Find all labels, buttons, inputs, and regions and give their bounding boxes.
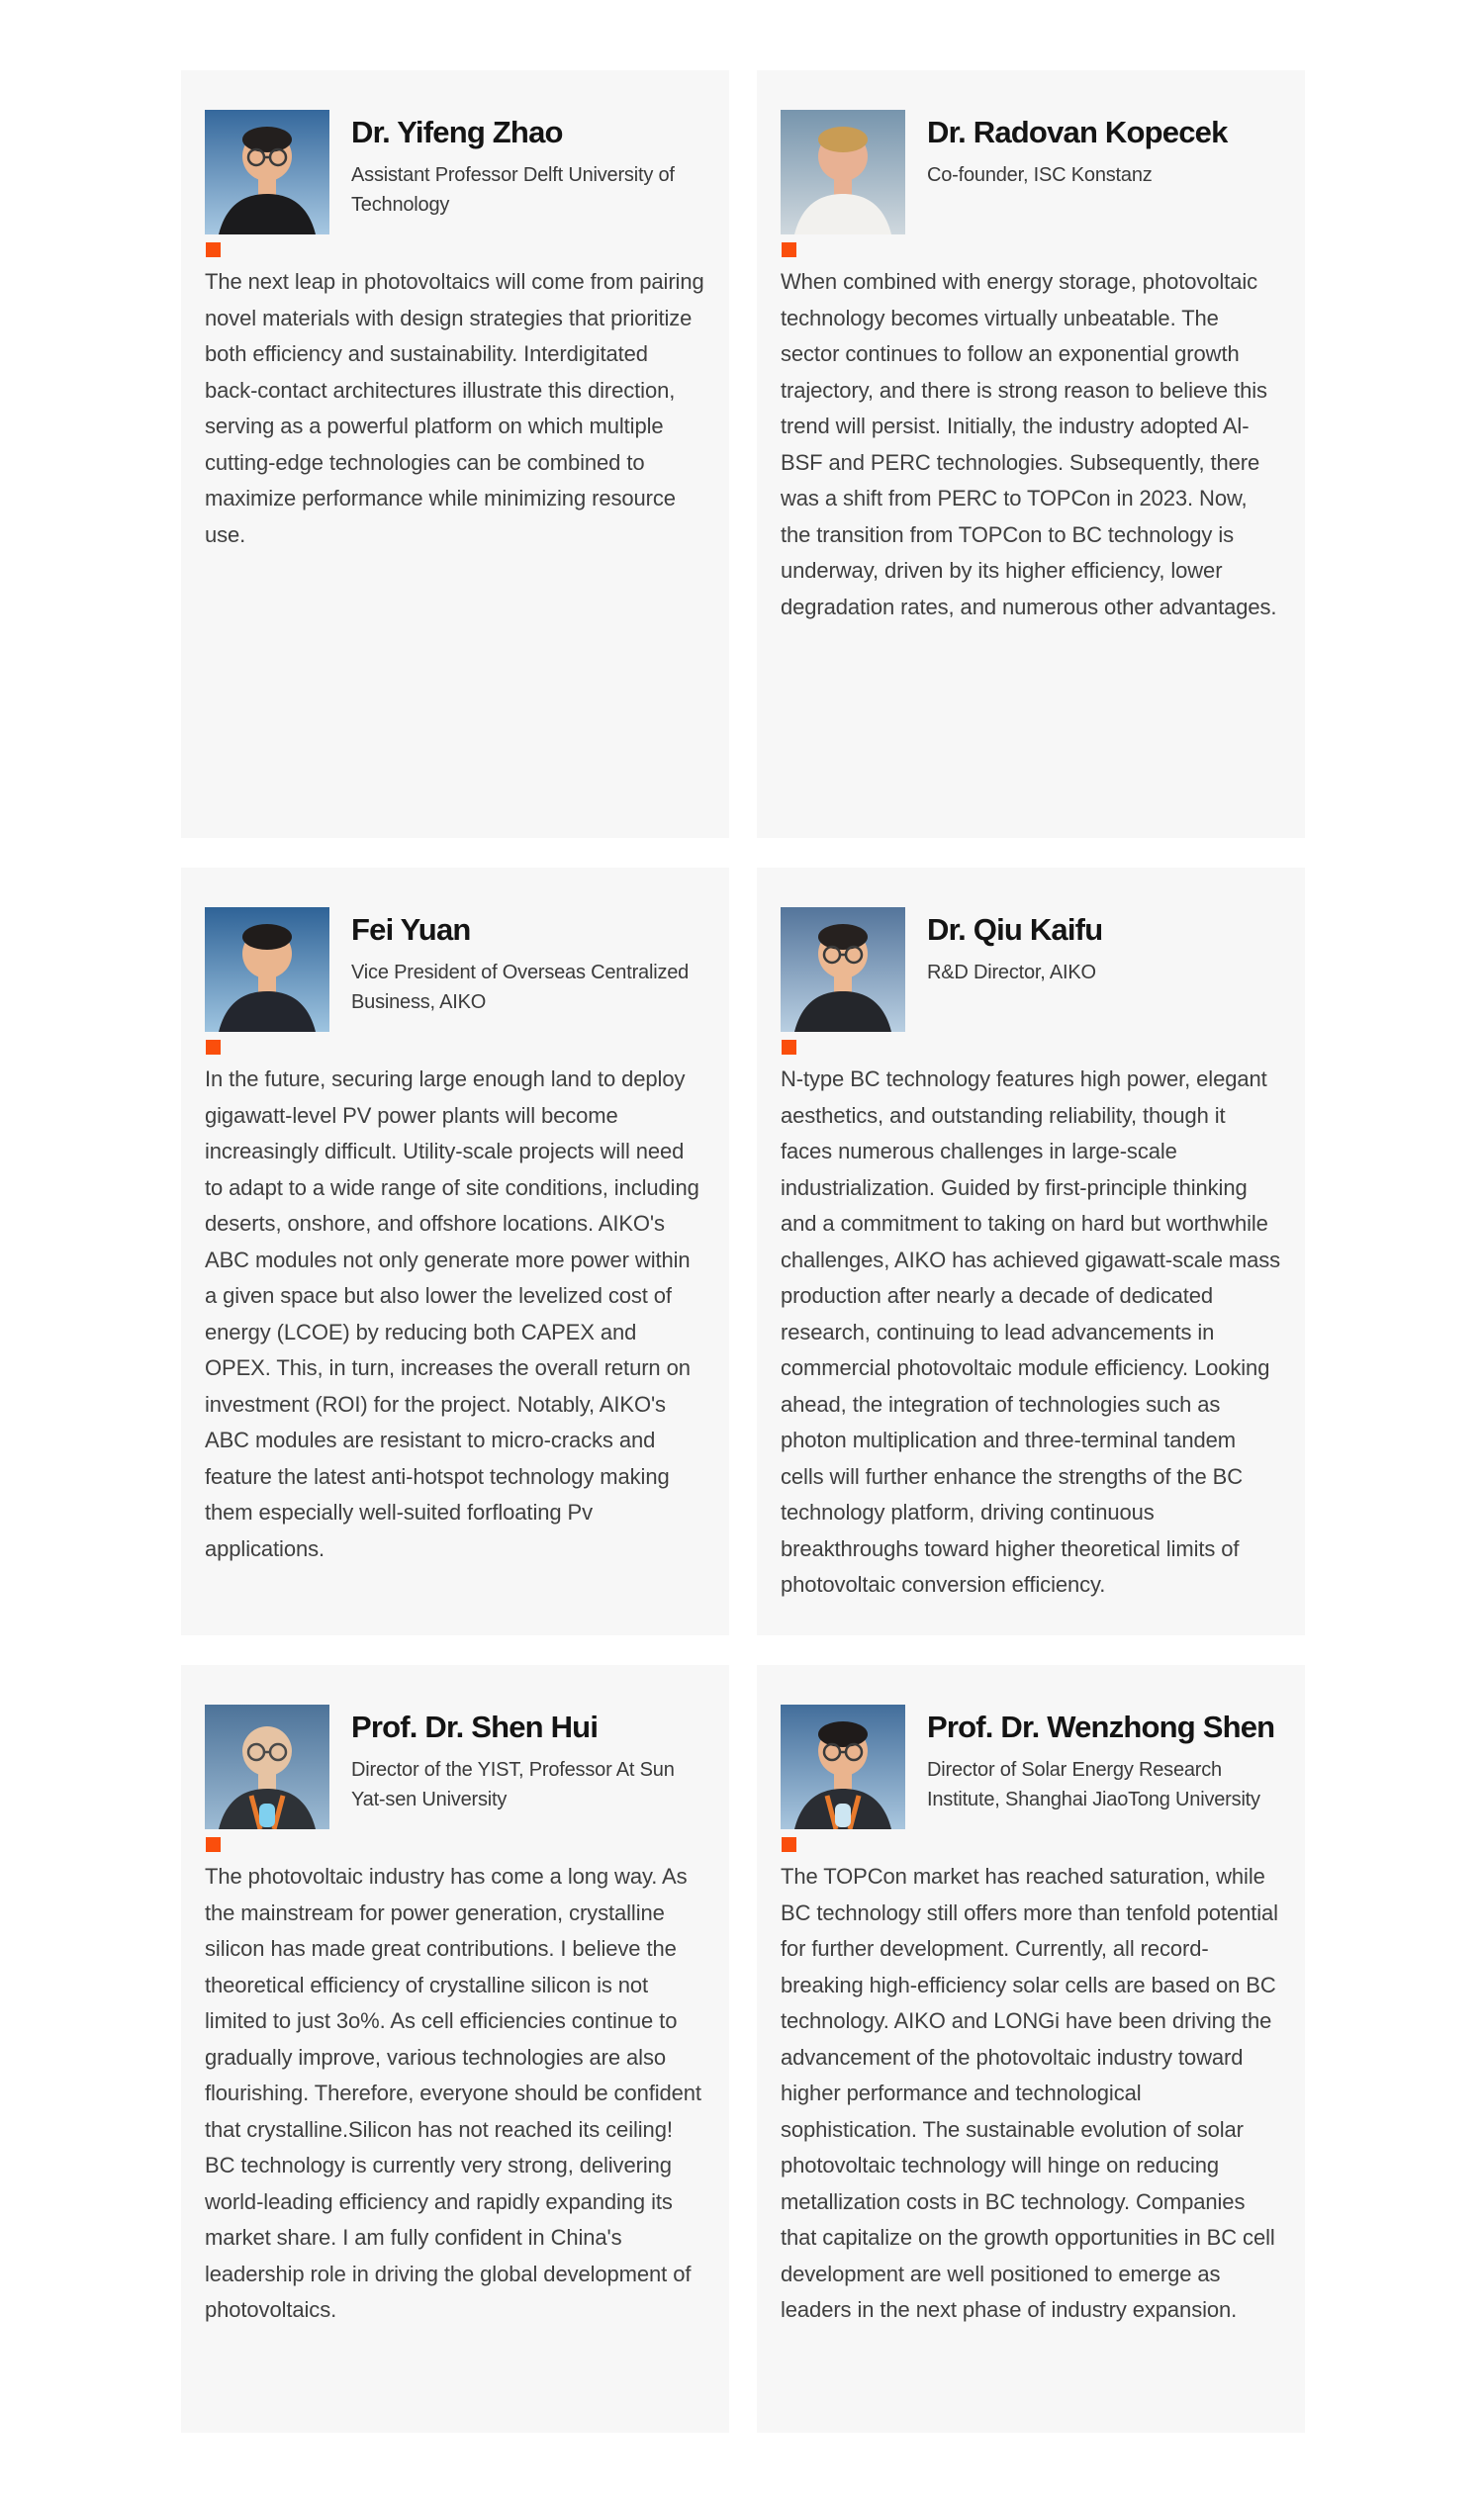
person-info: [351, 1705, 705, 1829]
testimonial-card: [181, 868, 729, 1635]
card-header: [205, 907, 705, 1032]
person-photo: [781, 907, 905, 1032]
microphone-icon: [835, 1006, 851, 1030]
microphone-icon: [259, 209, 275, 232]
person-title: Assistant Professor Delft University of Technology: [351, 164, 675, 216]
accent-bullet: [782, 242, 796, 257]
accent-bullet: [206, 242, 221, 257]
quote-text: The next leap in photovoltaics will come from pairing novel materials with design strategies that prioritize both efficiency and sustainability. Interdigitated back-contact architectures illustrate this direction, serving as a powerful platform on which multiple cutting-edge technologies can be combined to maximize performance while minimizing resource use.: [205, 269, 704, 547]
quote-text: The TOPCon market has reached saturation, while BC technology still offers more than tenfold potential for further development. Currently, all record-breaking high-efficiency solar cells are based on BC technology. AIKO and LONGi have been driving the advancement of the photovoltaic industry toward higher performance and technological sophistication. The sustainable evolution of solar photovoltaic technology will hinge on reducing metallization costs in BC technology. Companies that capitalize on the growth opportunities in BC cell development are well positioned to emerge as leaders in the next phase of industry expansion.: [781, 1864, 1278, 2322]
person-photo: [781, 1705, 905, 1829]
person-title: R&D Director, AIKO: [927, 962, 1096, 983]
person-info: [927, 1705, 1281, 1829]
person-name: Prof. Dr. Shen Hui: [351, 1710, 599, 1744]
testimonial-card: [181, 70, 729, 838]
person-info: [927, 110, 1228, 234]
person-photo: [781, 110, 905, 234]
person-info: [351, 110, 705, 234]
microphone-icon: [835, 209, 851, 232]
quote-text: The photovoltaic industry has come a long way. As the mainstream for power generation, crystalline silicon has made great contributions. I believe the theoretical efficiency of crystalline silicon is not limited to just 3o%. As cell efficiencies continue to gradually improve, various technologies are also flourishing. Therefore, everyone should be confident that crystalline.Silicon has not reached its ceiling! BC technology is currently very strong, delivering world-leading efficiency and rapidly expanding its market share. I am fully confident in China's leadership role in driving the global development of photovoltaics.: [205, 1864, 701, 2322]
testimonial-card: [757, 70, 1305, 838]
person-name: Dr. Yifeng Zhao: [351, 115, 563, 149]
accent-bullet: [782, 1837, 796, 1852]
person-photo: [205, 1705, 329, 1829]
accent-bullet: [782, 1040, 796, 1055]
person-title: Director of the YIST, Professor At Sun Yat-sen University: [351, 1759, 675, 1810]
card-header: [205, 110, 705, 234]
accent-bullet: [206, 1837, 221, 1852]
person-title: Co-founder, ISC Konstanz: [927, 164, 1153, 186]
person-photo: [205, 110, 329, 234]
person-name: Prof. Dr. Wenzhong Shen: [927, 1710, 1275, 1744]
microphone-icon: [259, 1006, 275, 1030]
microphone-icon: [259, 1804, 275, 1827]
card-header: [781, 1705, 1281, 1829]
testimonial-card: [757, 1665, 1305, 2433]
card-header: [205, 1705, 705, 1829]
testimonial-card: [181, 1665, 729, 2433]
person-title: Vice President of Overseas Centralized Business, AIKO: [351, 962, 690, 1013]
card-header: [781, 907, 1281, 1032]
quote-text: N-type BC technology features high power, elegant aesthetics, and outstanding reliability, though it faces numerous challenges in large-scale industrialization. Guided by first-principle thinking and a commitment to taking on hard but worthwhile challenges, AIKO has achieved gigawatt-scale mass production after nearly a decade of dedicated research, continuing to lead advancements in commercial photovoltaic module efficiency. Looking ahead, the integration of technologies such as photon multiplication and three-terminal tandem cells will further enhance the strengths of the BC technology platform, driving continuous breakthroughs toward higher theoretical limits of photovoltaic conversion efficiency.: [781, 1066, 1281, 1597]
testimonial-grid: [181, 70, 1305, 2433]
person-name: Fei Yuan: [351, 912, 471, 947]
person-photo: [205, 907, 329, 1032]
microphone-icon: [835, 1804, 851, 1827]
quote-text: In the future, securing large enough land to deploy gigawatt-level PV power plants will become increasingly difficult. Utility-scale projects will need to adapt to a wide range of site conditions, including deserts, onshore, and offshore locations. AIKO's ABC modules not only generate more power within a given space but also lower the levelized cost of energy (LCOE) by reducing both CAPEX and OPEX. This, in turn, increases the overall return on investment (ROI) for the project. Notably, AIKO's ABC modules are resistant to micro-cracks and feature the latest anti-hotspot technology making them especially well-suited forfloating Pv applications.: [205, 1066, 699, 1561]
accent-bullet: [206, 1040, 221, 1055]
person-info: [927, 907, 1102, 1032]
person-name: Dr. Qiu Kaifu: [927, 912, 1103, 947]
quote-text: When combined with energy storage, photovoltaic technology becomes virtually unbeatable. The sector continues to follow an exponential growth trajectory, and there is strong reason to believe this trend will persist. Initially, the industry adopted Al-BSF and PERC technologies. Subsequently, there was a shift from PERC to TOPCon in 2023. Now, the transition from TOPCon to BC technology is underway, driven by its higher efficiency, lower degradation rates, and numerous other advantages.: [781, 269, 1277, 619]
card-header: [781, 110, 1281, 234]
testimonial-card: [757, 868, 1305, 1635]
person-name: Dr. Radovan Kopecek: [927, 115, 1228, 149]
person-title: Director of Solar Energy Research Institute, Shanghai JiaoTong University: [927, 1759, 1260, 1810]
person-info: [351, 907, 705, 1032]
